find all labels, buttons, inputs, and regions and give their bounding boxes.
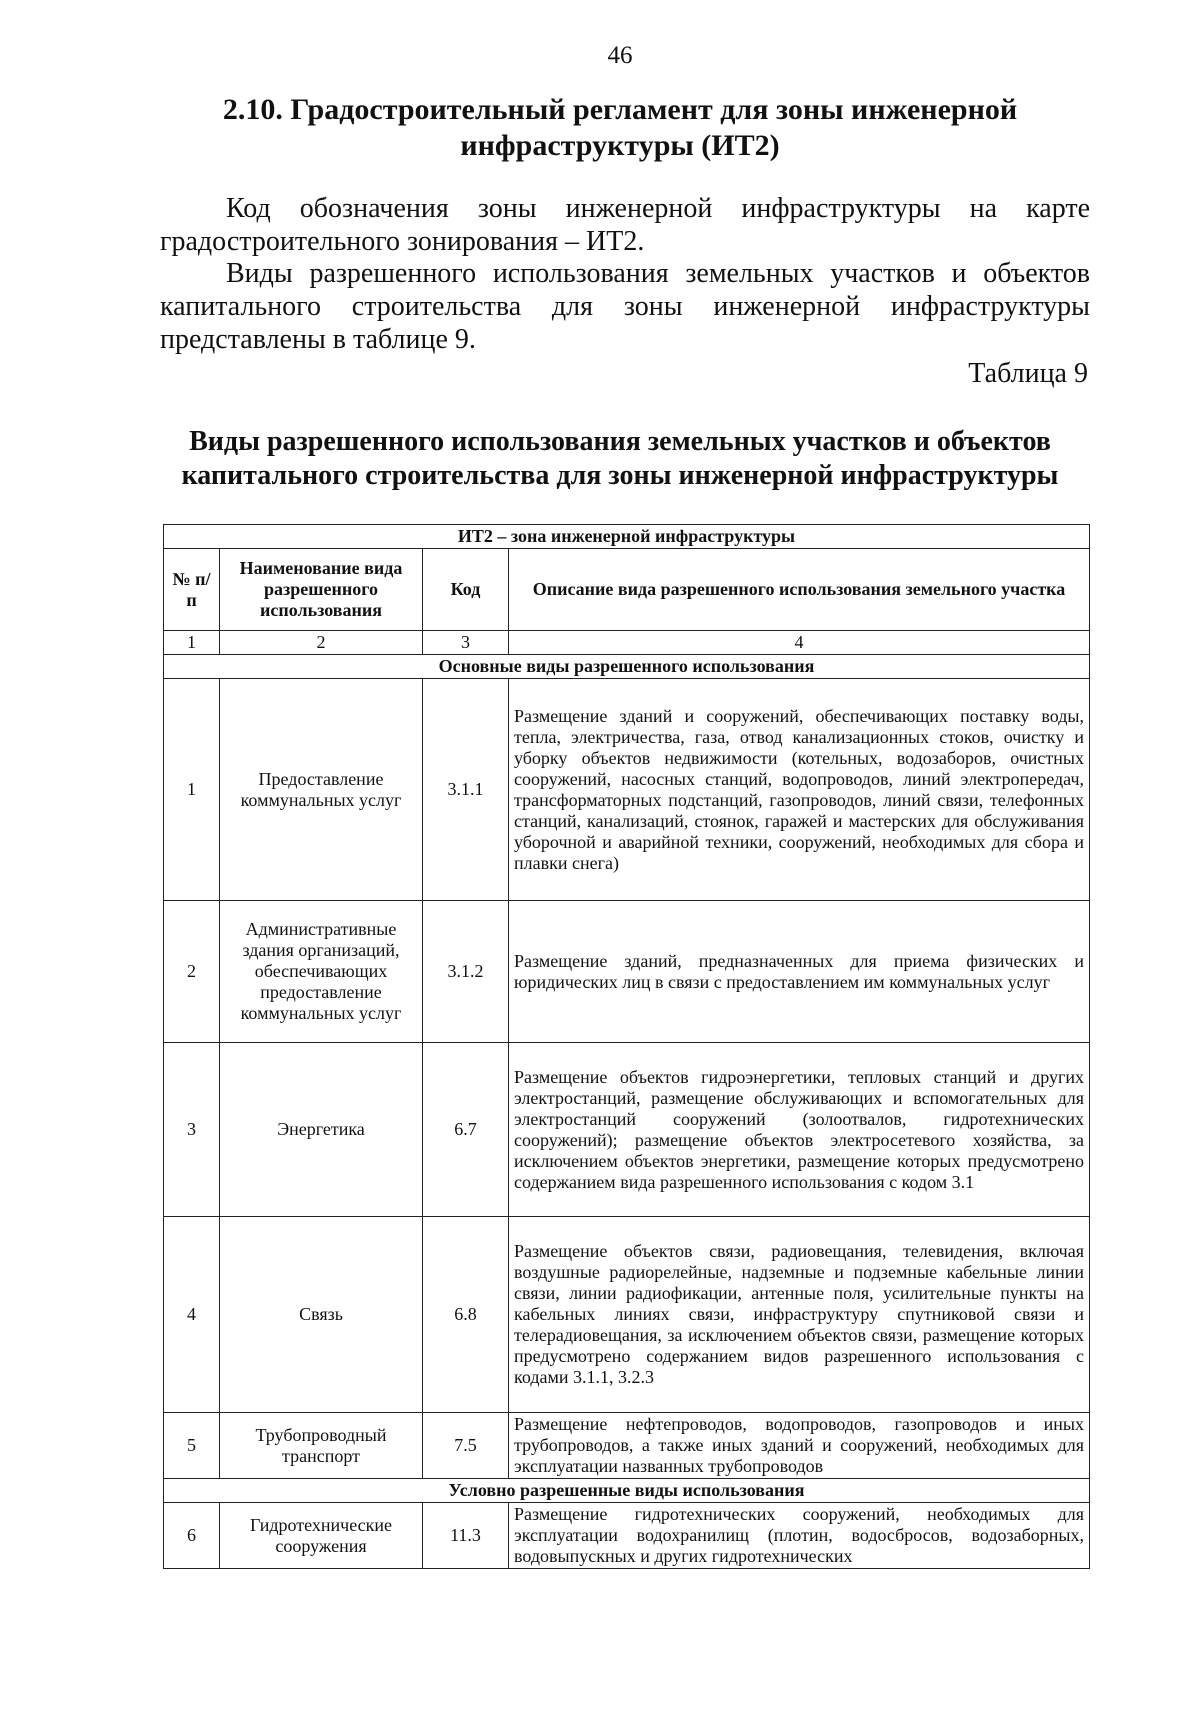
- row-description: Размещение гидротехнических сооружений, необходимых для эксплуатации водохранилищ (плотин, водосбросов, водозаборных, водовыпускных и других гидротехнических: [509, 1503, 1090, 1569]
- header-num: № п/п: [164, 549, 220, 631]
- row-description: Размещение нефтепроводов, водопроводов, газопроводов и иных трубопроводов, а также иных зданий и сооружений, необходимых для эксплуатации названных трубопроводов: [509, 1413, 1090, 1479]
- table-reference: Таблица 9: [968, 358, 1088, 389]
- row-num: 4: [164, 1217, 220, 1413]
- table-row: [164, 1217, 1090, 1413]
- page-number: 46: [607, 42, 633, 69]
- table-row: [164, 1413, 1090, 1479]
- column-number: 2: [220, 631, 423, 655]
- zone-header-row: [164, 525, 1090, 549]
- group-header-conditional: Условно разрешенные виды использования: [164, 1479, 1090, 1503]
- row-num: 5: [164, 1413, 220, 1479]
- row-description: Размещение зданий и сооружений, обеспечивающих поставку воды, тепла, электричества, газа, отвод канализационных стоков, очистку и уборку объектов недвижимости (котельных, водозаборов, очистных сооружений, насосных станций, водопроводов, линий электропередач, трансформаторных подстанций, газопроводов, линий связи, телефонных станций, канализаций, стоянок, гаражей и мастерских для обслуживания уборочной и аварийной техники, сооружений, необходимых для сбора и плавки снега): [509, 679, 1090, 901]
- section-title: 2.10. Градостроительный регламент для зоны инженерной инфраструктуры (ИТ2): [222, 93, 1018, 162]
- column-number-row: [164, 631, 1090, 655]
- row-code: 7.5: [423, 1413, 509, 1479]
- row-name: Предоставление коммунальных услуг: [220, 679, 423, 901]
- group-header-row: [164, 655, 1090, 679]
- group-header-main: Основные виды разрешенного использования: [164, 655, 1090, 679]
- table-row: [164, 679, 1090, 901]
- row-description: Размещение объектов гидроэнергетики, тепловых станций и других электростанций, размещение обслуживающих и вспомогательных для электростанций сооружений (золоотвалов, гидротехнических сооружений); размещение объектов электросетевого хозяйства, за исключением объектов энергетики, размещение которых предусмотрено содержанием вида разрешенного использования с кодом 3.1: [509, 1043, 1090, 1217]
- regulations-table: [163, 524, 1090, 1569]
- row-code: 3.1.2: [423, 901, 509, 1043]
- row-code: 6.8: [423, 1217, 509, 1413]
- row-name: Связь: [220, 1217, 423, 1413]
- row-code: 3.1.1: [423, 679, 509, 901]
- column-number: 3: [423, 631, 509, 655]
- table-title: Виды разрешенного использования земельных участков и объектов капитального строительства для зоны инженерной инфраструктуры: [181, 426, 1059, 491]
- header-name: Наименование вида разрешенного использования: [220, 549, 423, 631]
- row-num: 6: [164, 1503, 220, 1569]
- header-description: Описание вида разрешенного использования земельного участка: [509, 549, 1090, 631]
- row-num: 2: [164, 901, 220, 1043]
- header-code: Код: [423, 549, 509, 631]
- row-name: Гидротехнические сооружения: [220, 1503, 423, 1569]
- row-code: 6.7: [423, 1043, 509, 1217]
- row-name: Трубопроводный транспорт: [220, 1413, 423, 1479]
- row-code: 11.3: [423, 1503, 509, 1569]
- row-description: Размещение зданий, предназначенных для приема физических и юридических лиц в связи с предоставлением им коммунальных услуг: [509, 901, 1090, 1043]
- paragraph-table-intro: Виды разрешенного использования земельных участков и объектов капитального строительства для зоны инженерной инфраструктуры представлены в таблице 9.: [160, 258, 1090, 355]
- column-header-row: [164, 549, 1090, 631]
- column-number: 4: [509, 631, 1090, 655]
- row-name: Энергетика: [220, 1043, 423, 1217]
- table-row: [164, 1503, 1090, 1569]
- group-header-row: [164, 1479, 1090, 1503]
- table-row: [164, 1043, 1090, 1217]
- row-description: Размещение объектов связи, радиовещания, телевидения, включая воздушные радиорелейные, надземные и подземные кабельные линии связи, линии радиофикации, антенные поля, усилительные пункты на кабельных линиях связи, инфраструктуру спутниковой связи и телерадиовещания, за исключением объектов связи, размещение которых предусмотрено содержанием видов разрешенного использования с кодами 3.1.1, 3.2.3: [509, 1217, 1090, 1413]
- zone-header: ИТ2 – зона инженерной инфраструктуры: [164, 525, 1090, 549]
- column-number: 1: [164, 631, 220, 655]
- row-name: Административные здания организаций, обеспечивающих предоставление коммунальных услуг: [220, 901, 423, 1043]
- table-row: [164, 901, 1090, 1043]
- row-num: 1: [164, 679, 220, 901]
- paragraph-zone-code: Код обозначения зоны инженерной инфраструктуры на карте градостроительного зонирования – ИТ2.: [160, 193, 1090, 257]
- row-num: 3: [164, 1043, 220, 1217]
